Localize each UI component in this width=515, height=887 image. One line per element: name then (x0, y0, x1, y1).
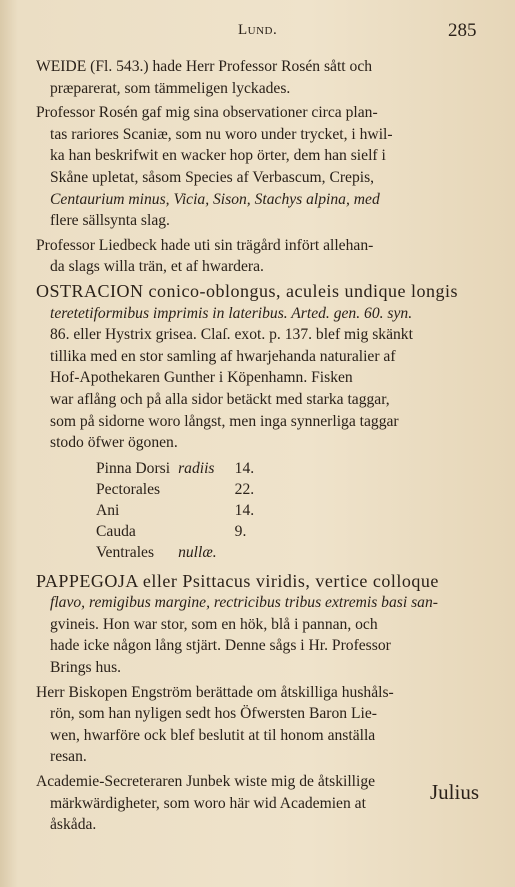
table-row (96, 458, 262, 479)
text-line: Brings hus. (50, 659, 122, 677)
fin-label: Pectorales (96, 480, 161, 498)
text-line: war aflång och på alla sidor betäckt med starka taggar, (50, 390, 390, 408)
text-line: gvineis. Hon war stor, som en hök, blå i pannan, och (50, 615, 378, 633)
table-row (96, 479, 262, 500)
text-line: ka han beskrifwit en wacker hop örter, dem han sielf i (50, 147, 386, 165)
text-line: OSTRACION conico-oblongus, aculeis undique longis (36, 280, 458, 301)
text-line: præparerat, som tämmeligen lyckades. (50, 79, 291, 97)
paragraph-liedbeck (36, 235, 482, 278)
text-line: wen, hwarföre ock blef beslutit at til honom anställa (50, 726, 376, 744)
fin-note (178, 521, 225, 542)
fin-count-table (36, 458, 482, 563)
text-line: WEIDE (Fl. 543.) hade Herr Professor Rosén sått och (36, 58, 373, 75)
page-body (36, 56, 482, 839)
fin-value: 22. (234, 480, 255, 498)
fin-value (225, 542, 263, 563)
fin-value: 9. (234, 522, 247, 540)
fin-note (178, 500, 225, 521)
text-line: da slags willa trän, et af hwardera. (50, 258, 264, 276)
running-head: Lund. (238, 22, 278, 38)
text-line: Herr Biskopen Engström berättade om åtskilliga hushåls- (36, 683, 394, 701)
fin-note: nullæ. (178, 543, 217, 561)
paragraph-pappegoja (36, 571, 482, 679)
fin-value: 14. (234, 459, 255, 477)
text-line: tillika med en stor samling af hwarjehanda naturalier af (50, 347, 396, 365)
text-line: hade icke någon lång stjärt. Denne sågs i Hr. Professor (50, 637, 391, 655)
text-line: stodo öfwer ögonen. (50, 434, 178, 452)
fin-note (178, 479, 225, 500)
paragraph-weide (36, 56, 482, 99)
paragraph-rosen (36, 102, 482, 232)
text-line: flere sällsynta slag. (50, 212, 170, 230)
table-row (96, 542, 262, 563)
fin-label: Pinna Dorsi (96, 459, 171, 477)
text-line: Skåne upletat, såsom Species af Verbascum, Crepis, (50, 168, 375, 186)
text-line: PAPPEGOJA eller Psittacus viridis, vertice colloque (36, 570, 439, 591)
text-line: tas rariores Scaniæ, som nu woro under trycket, i hwil- (50, 125, 393, 143)
fin-note: radiis (178, 459, 215, 477)
text-line: Centaurium minus, Vicia, Sison, Stachys alpina, med (50, 190, 380, 208)
text-line: resan. (50, 748, 87, 766)
table-row (96, 521, 262, 542)
text-line: Academie-Secreteraren Junbek wiste mig de åtskillige (36, 773, 376, 791)
text-line: som på sidorne woro långst, men inga synnerliga taggar (50, 412, 399, 430)
text-line: Professor Rosén gaf mig sina observationer circa plan- (36, 104, 378, 122)
text-line: rön, som han nyligen sedt hos Öfwersten Baron Lie- (50, 705, 377, 723)
fin-label: Ventrales (96, 543, 155, 561)
page-number: 285 (448, 20, 477, 41)
catchword: Julius (429, 780, 479, 804)
text-line: flavo, remigibus margine, rectricibus tribus extremis basi san- (50, 594, 438, 612)
text-line: 86. eller Hystrix grisea. Claſ. exot. p. 137. blef mig skänkt (50, 326, 413, 344)
paragraph-junbek (36, 771, 482, 836)
fin-value: 14. (234, 501, 255, 519)
page-header (0, 20, 515, 44)
fin-label: Cauda (96, 522, 136, 540)
text-line: Hof-Apothekaren Gunther i Köpenhamn. Fisken (50, 369, 353, 387)
paragraph-ostracion (36, 281, 482, 454)
table-row (96, 500, 262, 521)
paragraph-engstrom (36, 682, 482, 768)
fin-label: Ani (96, 501, 120, 519)
text-line: Professor Liedbeck hade uti sin trägård infört allehan- (36, 236, 374, 254)
text-line: teretetiformibus imprimis in lateribus. Arted. gen. 60. syn. (50, 304, 413, 322)
text-line: åskåda. (50, 816, 97, 834)
text-line: märkwärdigheter, som woro här wid Academien at (50, 794, 366, 812)
